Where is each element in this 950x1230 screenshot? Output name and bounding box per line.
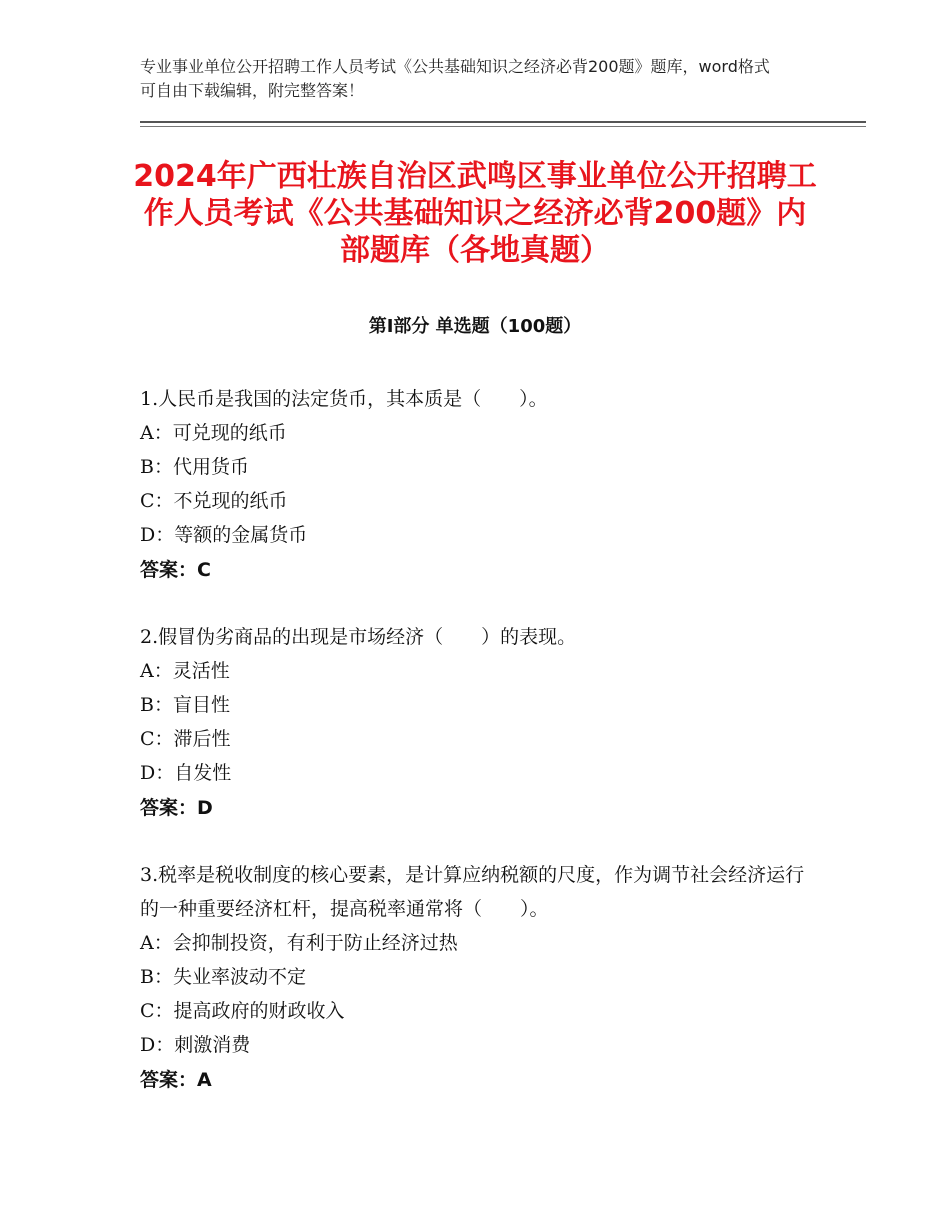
question-stem: 1.人民币是我国的法定货币，其本质是（ ）。 bbox=[140, 388, 548, 410]
header-rule-thick bbox=[140, 121, 866, 123]
option-d: D：等额的金属货币 bbox=[140, 524, 308, 546]
option-c: C：不兑现的纸币 bbox=[140, 490, 288, 512]
option-a: A：可兑现的纸币 bbox=[140, 422, 287, 444]
document-title: 2024年广西壮族自治区武鸣区事业单位公开招聘工作人员考试《公共基础知识之经济必背200题》内部题库（各地真题） bbox=[133, 159, 817, 268]
option-a: A：会抑制投资，有利于防止经济过热 bbox=[140, 932, 458, 954]
answer-line: 答案：D bbox=[140, 797, 213, 819]
option-c: C：滞后性 bbox=[140, 728, 231, 750]
option-d: D：自发性 bbox=[140, 762, 232, 784]
option-c: C：提高政府的财政收入 bbox=[140, 1000, 345, 1022]
option-d: D：刺激消费 bbox=[140, 1034, 251, 1056]
header-note: 专业事业单位公开招聘工作人员考试《公共基础知识之经济必背200题》题库，word格式可自由下载编辑，附完整答案！ bbox=[140, 57, 770, 100]
section-title: 第Ⅰ部分 单选题（100题） bbox=[368, 316, 582, 337]
option-b: B：盲目性 bbox=[140, 694, 230, 716]
header-rule-thin bbox=[140, 126, 866, 127]
question-list bbox=[140, 382, 810, 1130]
question-stem: 2.假冒伪劣商品的出现是市场经济（ ）的表现。 bbox=[140, 626, 577, 648]
question-stem: 3.税率是税收制度的核心要素，是计算应纳税额的尺度，作为调节社会经济运行的一种重要经济杠杆，提高税率通常将（ ）。 bbox=[140, 864, 805, 920]
question-1 bbox=[140, 382, 810, 588]
answer-line: 答案：C bbox=[140, 559, 211, 581]
answer-line: 答案：A bbox=[140, 1069, 212, 1091]
option-b: B：失业率波动不定 bbox=[140, 966, 306, 988]
option-a: A：灵活性 bbox=[140, 660, 230, 682]
question-2 bbox=[140, 620, 810, 826]
option-b: B：代用货币 bbox=[140, 456, 249, 478]
question-3 bbox=[140, 858, 810, 1098]
